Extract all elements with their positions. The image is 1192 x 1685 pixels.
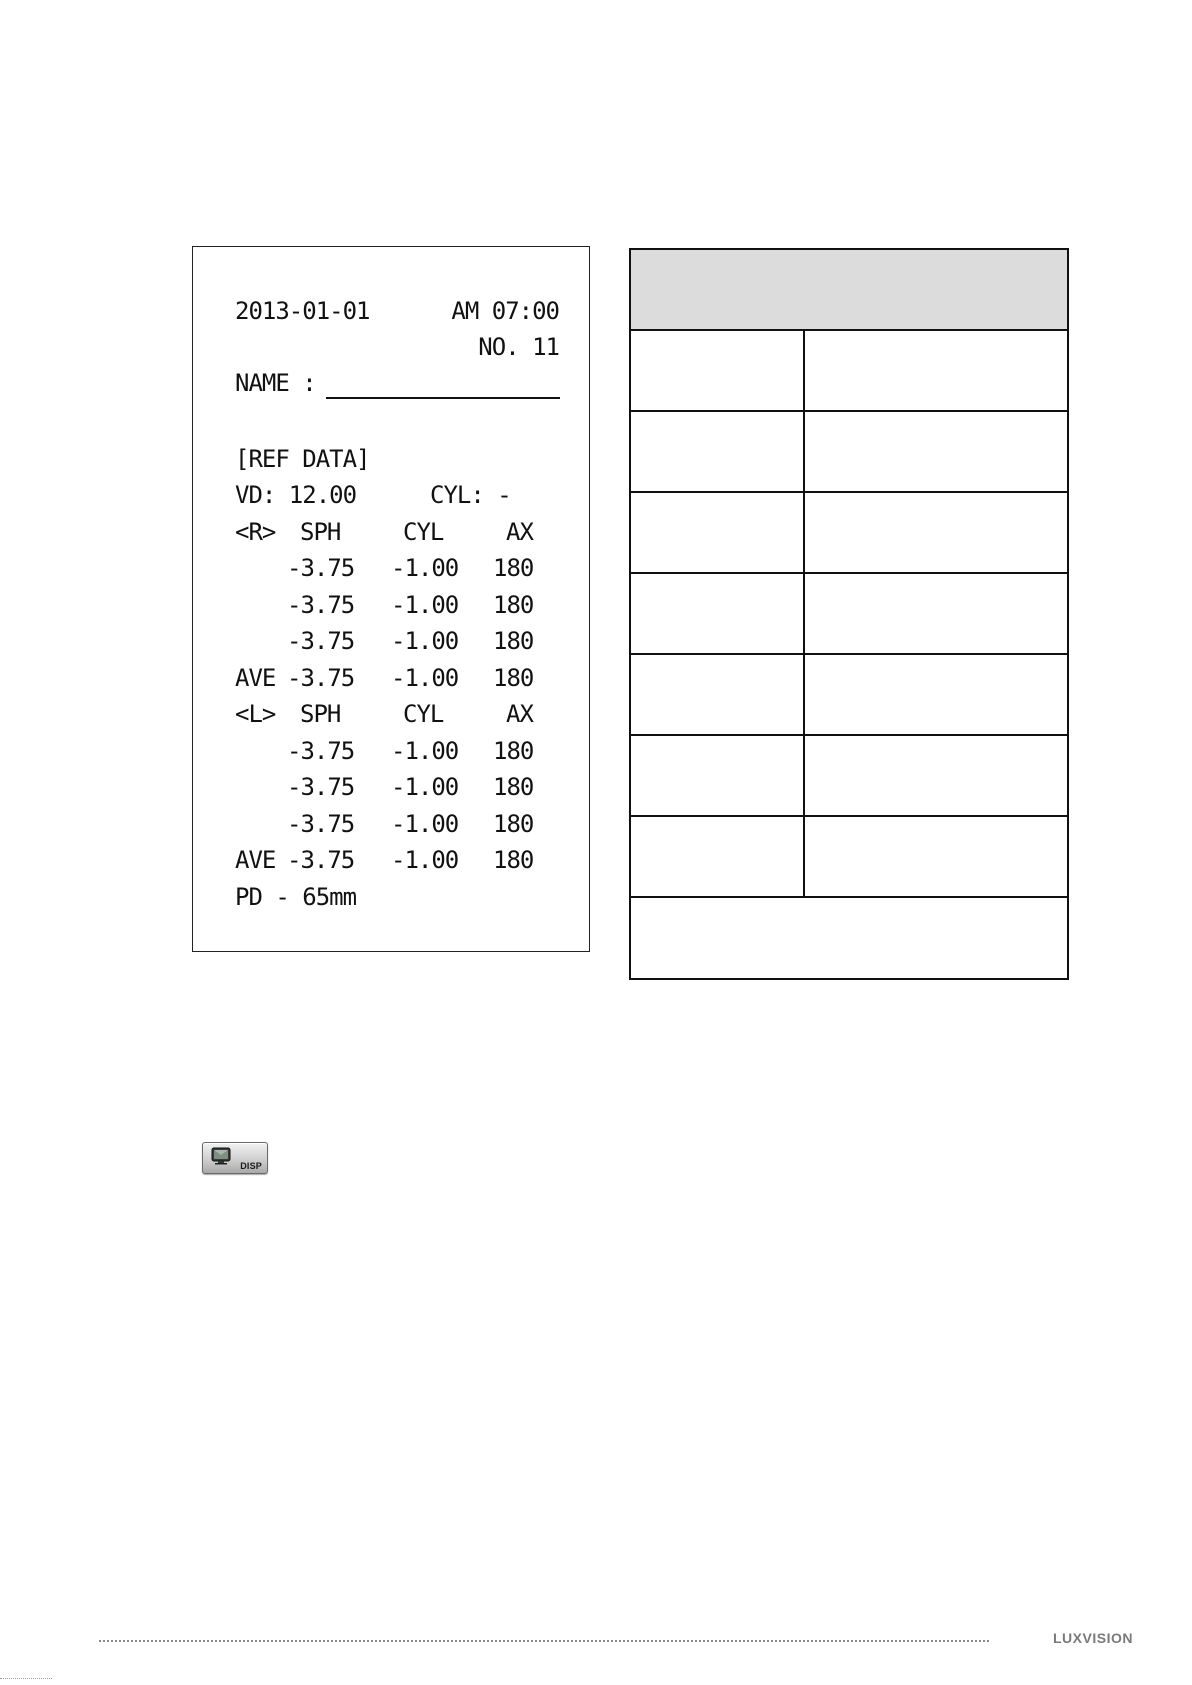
left-row-1-cyl: -1.00 — [391, 737, 459, 765]
left-row-2-sph: -3.75 — [287, 773, 355, 801]
left-row-2-cyl: -1.00 — [391, 773, 459, 801]
disp-label: DISP — [240, 1161, 262, 1171]
print-number: NO. 11 — [478, 333, 559, 361]
right-ave-cyl: -1.00 — [391, 664, 459, 692]
right-row-3-sph: -3.75 — [287, 627, 355, 655]
footer-divider — [99, 1640, 989, 1642]
print-time: AM 07:00 — [451, 297, 559, 325]
right-ave-sph: -3.75 — [287, 664, 355, 692]
table-row — [631, 655, 1067, 736]
name-field-line — [326, 397, 560, 399]
page-corner-mark — [0, 1678, 52, 1679]
right-ax-header: AX — [506, 518, 533, 546]
table-cell — [631, 817, 805, 896]
right-ave-label: AVE — [235, 664, 276, 692]
brand-logo: LUXVISION — [1053, 1630, 1133, 1646]
right-eye-label: <R> — [235, 518, 276, 546]
right-row-1-sph: -3.75 — [287, 554, 355, 582]
pupillary-distance: PD - 65mm — [235, 883, 357, 911]
table-cell — [631, 655, 805, 734]
left-row-1-ax: 180 — [493, 737, 534, 765]
table-cell — [631, 412, 805, 491]
disp-button[interactable] — [202, 1142, 268, 1174]
left-ave-label: AVE — [235, 846, 276, 874]
left-ave-cyl: -1.00 — [391, 846, 459, 874]
right-sph-header: SPH — [300, 518, 341, 546]
table-cell — [631, 574, 805, 653]
left-eye-label: <L> — [235, 700, 276, 728]
section-title: [REF DATA] — [235, 445, 370, 473]
right-row-2-ax: 180 — [493, 591, 534, 619]
right-row-3-cyl: -1.00 — [391, 627, 459, 655]
table-cell — [631, 331, 805, 410]
right-cyl-header: CYL — [403, 518, 444, 546]
name-label: NAME : — [235, 369, 316, 397]
table-footer — [631, 898, 1067, 978]
left-row-3-sph: -3.75 — [287, 810, 355, 838]
vertex-distance: VD: 12.00 — [235, 481, 357, 509]
left-cyl-header: CYL — [403, 700, 444, 728]
print-date: 2013-01-01 — [235, 297, 370, 325]
table-cell — [631, 493, 805, 572]
table-row — [631, 412, 1067, 493]
monitor-icon — [211, 1147, 233, 1165]
table-header — [631, 250, 1067, 331]
right-row-3-ax: 180 — [493, 627, 534, 655]
table-row — [631, 574, 1067, 655]
left-row-1-sph: -3.75 — [287, 737, 355, 765]
right-row-2-cyl: -1.00 — [391, 591, 459, 619]
left-row-3-cyl: -1.00 — [391, 810, 459, 838]
right-ave-ax: 180 — [493, 664, 534, 692]
table-row — [631, 736, 1067, 817]
left-sph-header: SPH — [300, 700, 341, 728]
table-row — [631, 493, 1067, 574]
cyl-mode: CYL: - — [430, 481, 511, 509]
right-row-1-ax: 180 — [493, 554, 534, 582]
left-row-2-ax: 180 — [493, 773, 534, 801]
table-row — [631, 817, 1067, 898]
right-row-2-sph: -3.75 — [287, 591, 355, 619]
explanation-table — [629, 248, 1069, 980]
table-row — [631, 331, 1067, 412]
left-ax-header: AX — [506, 700, 533, 728]
table-cell — [631, 736, 805, 815]
ref-printout — [192, 246, 590, 952]
left-row-3-ax: 180 — [493, 810, 534, 838]
left-ave-ax: 180 — [493, 846, 534, 874]
left-ave-sph: -3.75 — [287, 846, 355, 874]
right-row-1-cyl: -1.00 — [391, 554, 459, 582]
